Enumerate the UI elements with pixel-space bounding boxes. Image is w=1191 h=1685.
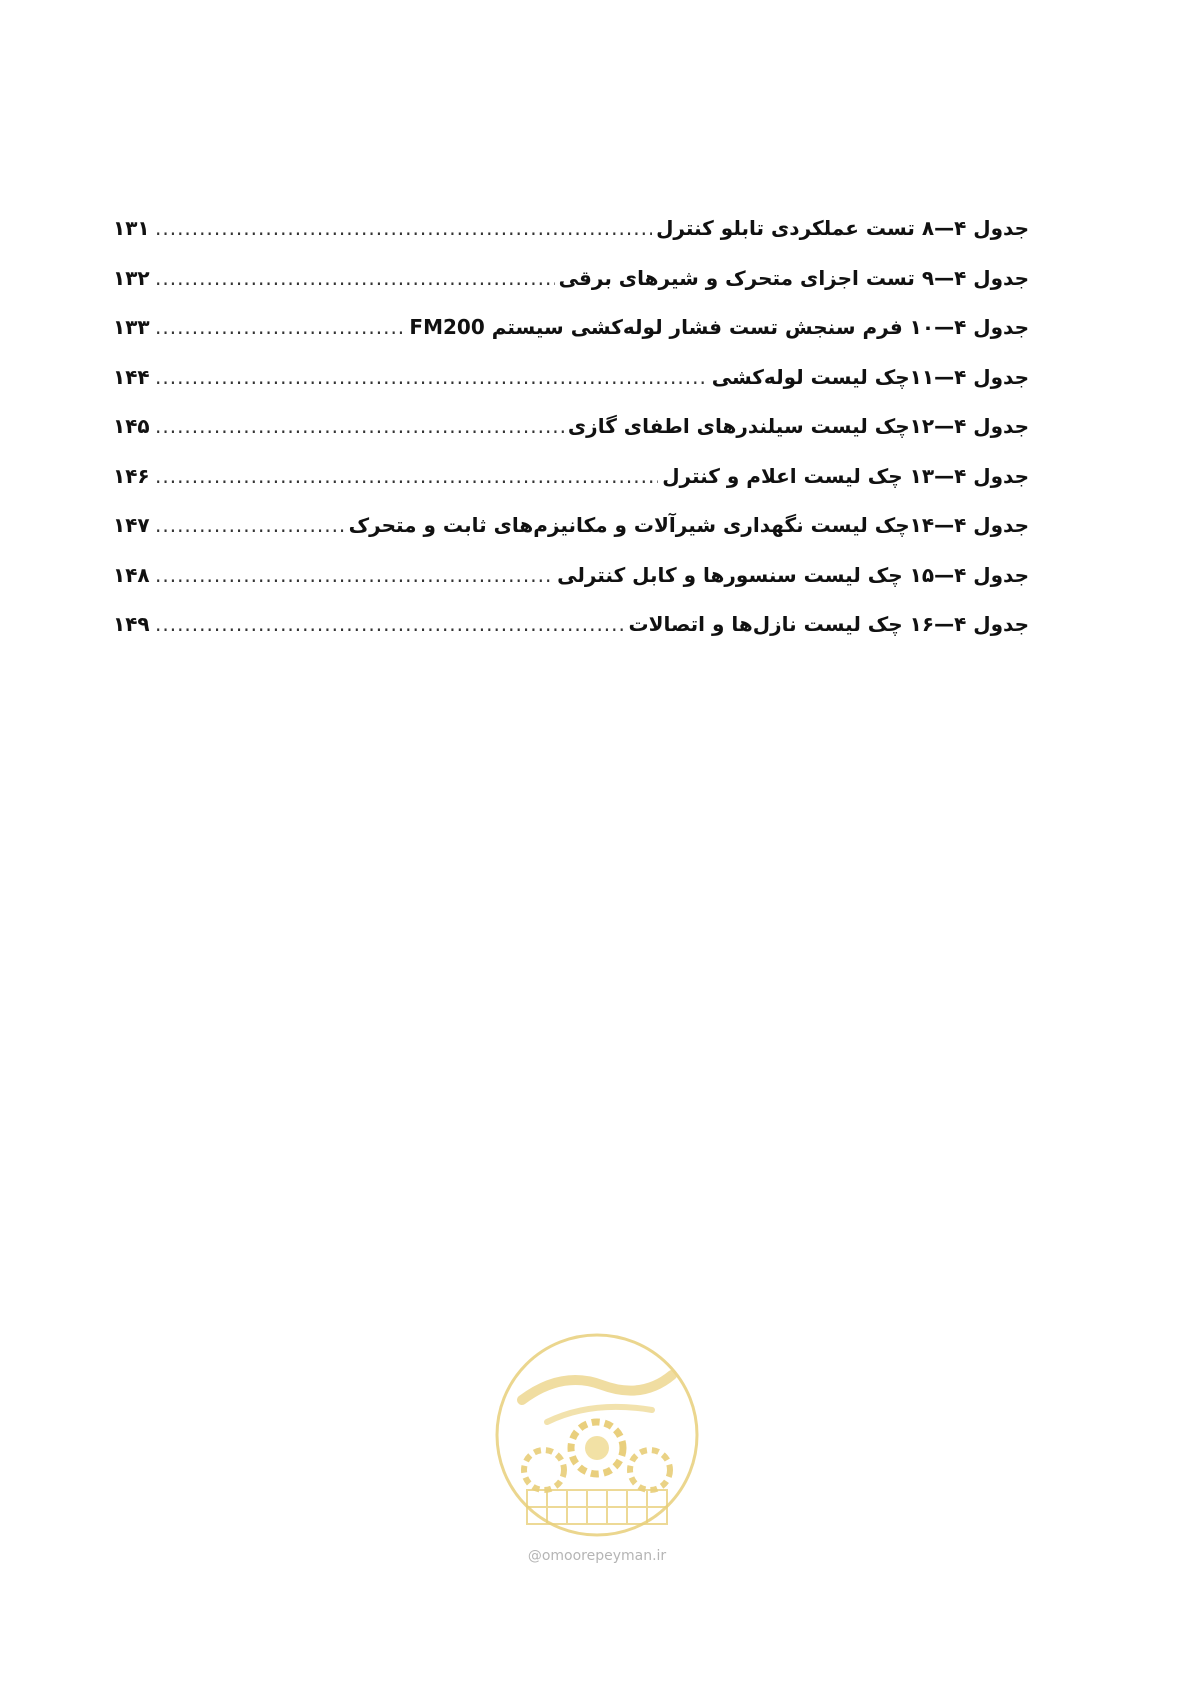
toc-dot-leader bbox=[155, 315, 405, 339]
watermark-url: @omoorepeyman.ir bbox=[527, 1548, 667, 1564]
toc-entry-title: جدول ۴—۱۵ چک لیست سنسورها و کابل کنترلی bbox=[557, 562, 1029, 587]
toc-entry-title: جدول ۴—۱۲چک لیست سیلندرهای اطفای گازی bbox=[567, 414, 1029, 438]
table-of-contents bbox=[113, 216, 1029, 662]
toc-dot-leader bbox=[155, 612, 624, 636]
toc-row[interactable] bbox=[113, 612, 1029, 662]
toc-row[interactable] bbox=[113, 414, 1029, 464]
toc-entry-title: جدول ۴—۹ تست اجزای متحرک و شیرهای برقی bbox=[558, 265, 1029, 290]
toc-entry-title: جدول ۴—۱۶ چک لیست نازل‌ها و اتصالات bbox=[628, 612, 1029, 636]
toc-page-number: ۱۴۷ bbox=[113, 513, 150, 537]
toc-page-number: ۱۳۲ bbox=[113, 265, 150, 290]
toc-entry-title: جدول ۴—۱۱چک لیست لوله‌کشی bbox=[711, 364, 1029, 389]
toc-dot-leader bbox=[155, 464, 658, 488]
toc-page-number: ۱۴۵ bbox=[113, 414, 150, 438]
toc-row[interactable] bbox=[113, 513, 1029, 563]
toc-entry-title: جدول ۴—۱۴چک لیست نگهداری شیرآلات و مکانیزم‌های ثابت و متحرک bbox=[348, 513, 1029, 537]
toc-entry-title: جدول ۴—۱۰ فرم سنجش تست فشار لوله‌کشی سیستم FM200 bbox=[409, 315, 1029, 339]
toc-page-number: ۱۳۱ bbox=[113, 216, 150, 240]
toc-row[interactable] bbox=[113, 464, 1029, 514]
toc-row[interactable] bbox=[113, 563, 1029, 613]
toc-page-number: ۱۴۹ bbox=[113, 612, 150, 636]
toc-page-number: ۱۴۶ bbox=[113, 463, 150, 488]
toc-dot-leader bbox=[155, 414, 564, 438]
toc-row[interactable] bbox=[113, 216, 1029, 266]
watermark-logo bbox=[492, 1330, 702, 1564]
toc-page-number: ۱۴۸ bbox=[113, 562, 150, 587]
toc-row[interactable] bbox=[113, 266, 1029, 316]
toc-dot-leader bbox=[155, 513, 345, 537]
toc-dot-leader bbox=[155, 266, 555, 290]
toc-page-number: ۱۳۳ bbox=[113, 315, 150, 339]
omoorepeyman-logo-icon bbox=[492, 1330, 702, 1540]
toc-dot-leader bbox=[155, 365, 708, 389]
toc-page-number: ۱۴۴ bbox=[113, 364, 150, 389]
toc-row[interactable] bbox=[113, 365, 1029, 415]
toc-row[interactable] bbox=[113, 315, 1029, 365]
toc-dot-leader bbox=[155, 216, 652, 240]
toc-dot-leader bbox=[155, 563, 553, 587]
toc-entry-title: جدول ۴—۸ تست عملکردی تابلو کنترل bbox=[656, 216, 1029, 240]
toc-entry-title: جدول ۴—۱۳ چک لیست اعلام و کنترل bbox=[662, 463, 1029, 488]
